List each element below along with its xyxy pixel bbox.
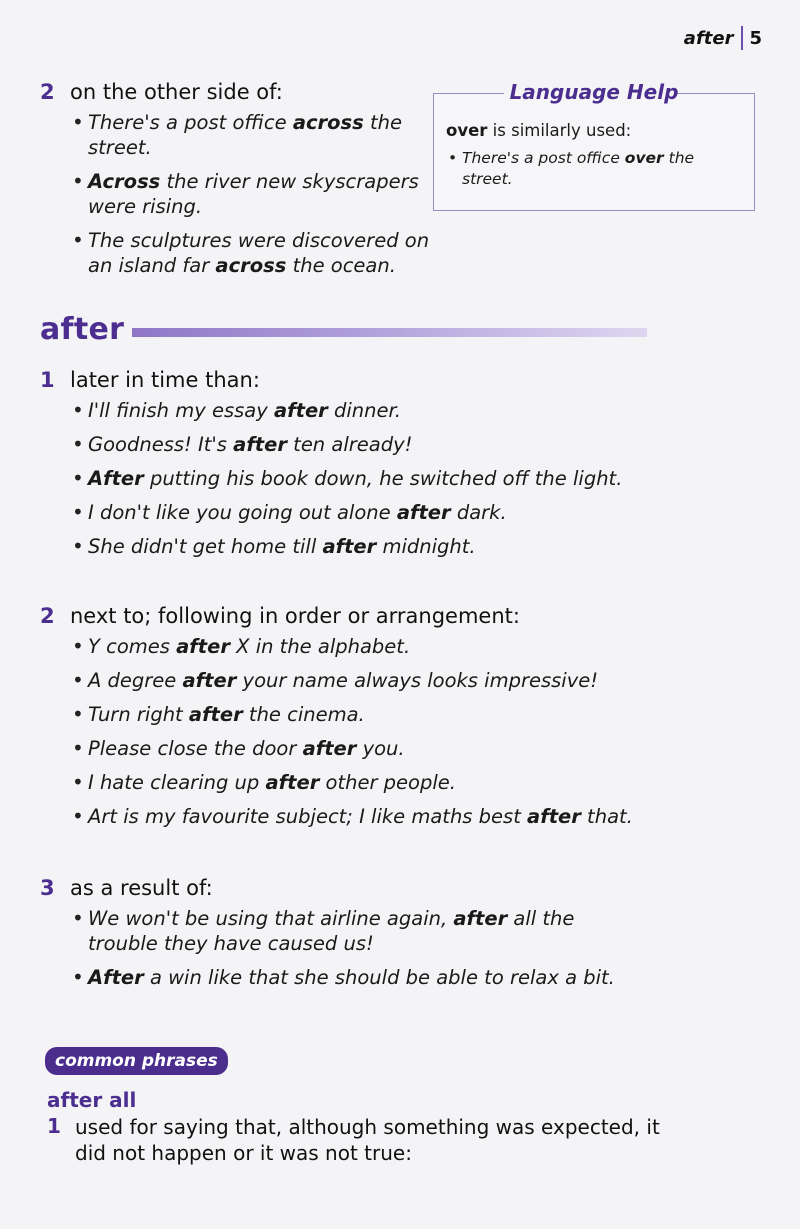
common-phrases-badge: common phrases [45,1047,228,1075]
example-keyword: after [273,399,328,422]
example-item [70,770,640,795]
example-text: Please close the door [88,737,303,760]
example-item [70,736,640,761]
example-text: the cinema. [242,703,365,726]
example-keyword: over [624,149,664,167]
running-head-divider [741,26,743,50]
example-keyword: after [265,771,320,794]
example-item [70,500,640,525]
after-sense-2 [40,604,640,838]
example-list [40,110,440,278]
example-text: the river new skyscrapers were rising. [88,170,419,218]
language-help-title: Language Help [509,80,679,104]
example-keyword: after [176,635,230,658]
example-keyword: after [188,703,243,726]
example-item [70,906,640,956]
example-list [40,398,640,559]
example-text: the street. [462,149,695,188]
example-keyword: after [396,501,451,524]
headword-bar [132,328,647,337]
example-keyword: after [233,433,287,456]
example-text: midnight. [376,535,476,558]
example-item [70,228,440,278]
example-list [40,906,640,990]
example-keyword: across [215,254,287,277]
sense-header [40,80,440,104]
phrase-headword: after all [47,1088,137,1112]
language-help-note [446,121,744,140]
example-keyword: After [88,467,144,490]
headword-row [40,312,647,347]
sense-definition: as a result of: [70,876,213,900]
example-text: We won't be using that airline again, [88,907,454,930]
example-text: your name always looks impressive! [236,669,599,692]
example-text: the ocean. [286,254,396,277]
example-text: X in the alphabet. [229,635,411,658]
example-keyword: after [302,737,357,760]
example-text: all the trouble they have caused us! [88,907,575,955]
after-sense-3 [40,876,640,999]
example-item [70,466,640,491]
example-keyword: After [88,966,144,989]
language-help-example [446,148,744,190]
example-text: Goodness! It's [88,433,234,456]
sense-definition: later in time than: [70,368,260,392]
example-text: a win like that she should be able to relax a bit. [143,966,615,989]
example-text: There's a post office [462,149,625,167]
example-text: I'll finish my essay [88,399,274,422]
example-text: She didn't get home till [88,535,323,558]
example-text: The sculptures were discovered on an island far [88,229,430,277]
example-text: the street. [88,111,402,159]
sense-definition: used for saying that, although something was expected, it did not happen or it was not true: [75,1115,660,1165]
example-keyword: Across [88,170,161,193]
example-list [40,634,640,829]
example-item [70,634,640,659]
example-text: dinner. [327,399,401,422]
example-text: other people. [319,771,456,794]
example-item [70,398,640,423]
example-text: I don't like you going out alone [88,501,397,524]
sense-number: 2 [40,80,55,104]
example-item [70,169,440,219]
phrase-sense [47,1114,687,1166]
sense-number: 3 [40,876,55,900]
example-text: putting his book down, he switched off the light. [143,467,623,490]
across-sense-2 [40,80,440,287]
example-text: A degree [88,669,183,692]
example-item [70,432,640,457]
example-text: I hate clearing up [88,771,266,794]
page-number: 5 [749,27,762,49]
sense-number: 1 [40,368,55,392]
running-head [684,26,762,50]
headword: after [40,312,125,347]
sense-number: 1 [47,1114,61,1138]
example-text: Turn right [88,703,189,726]
example-item [70,702,640,727]
example-keyword: after [182,669,237,692]
example-item [70,668,640,693]
language-help-word: over [446,121,488,140]
example-text: dark. [450,501,507,524]
example-item [70,534,640,559]
example-keyword: after [453,907,508,930]
after-sense-1 [40,368,640,568]
example-text: There's a post office [88,111,293,134]
example-item [70,110,440,160]
example-text: that. [580,805,633,828]
example-text: ten already! [286,433,413,456]
example-text: Y comes [88,635,177,658]
language-help-note-text: is similarly used: [487,121,632,140]
sense-definition: next to; following in order or arrangement: [70,604,520,628]
example-item [70,965,640,990]
example-keyword: after [322,535,377,558]
language-help-box [433,80,755,211]
running-head-word: after [683,27,734,49]
example-text: you. [356,737,405,760]
example-keyword: after [527,805,581,828]
sense-definition: on the other side of: [70,80,283,104]
example-keyword: across [292,111,364,134]
sense-number: 2 [40,604,55,628]
example-item [70,804,640,829]
example-text: Art is my favourite subject; I like maths best [88,805,528,828]
